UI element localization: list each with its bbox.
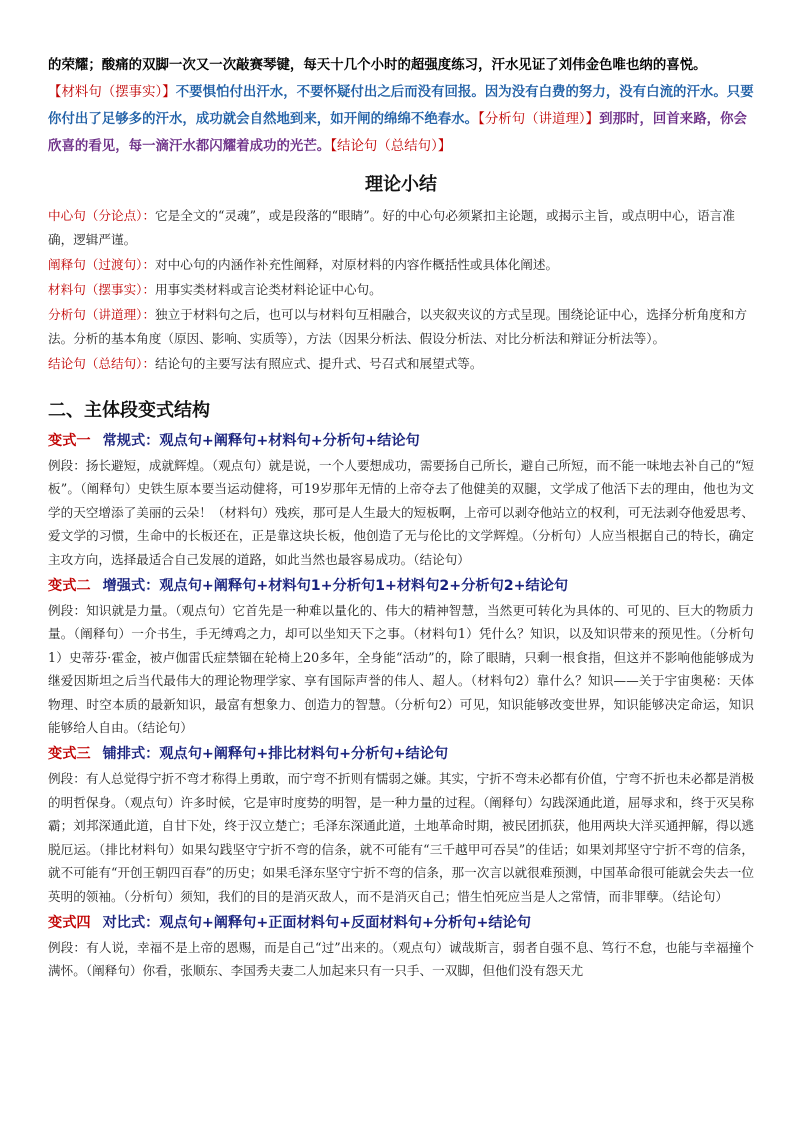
material-label: 【材料句（摆事实）】: [48, 85, 176, 100]
variant-example: 例段：知识就是力量。（观点句）它首先是一种难以量化的、伟大的精神智慧，当然更可转化为具体的、可见的、巨大的物质力量。（阐释句）一介书生，手无缚鸡之力，却可以坐知天下之事。（材料句1）凭什么？知识，以及知识带来的预见性。（分析句1）史蒂芬·霍金，被卢伽雷氏症禁锢在轮椅上20多年，全身能“活动”的，除了眼睛，只剩一根食指，但这并不影响他能够成为继爱因斯坦之后当代最伟大的理论物理学家、享有国际声誉的伟人、超人。（材料句2）靠什么？知识——关于宇宙奥秘：天体物理、时空本质的最新知识，最富有想象力、创造力的智慧。（分析句2）可见，知识能够改变世界，知识能够决定命运，知识能够给人自由。（结论句）: [48, 603, 754, 736]
summary-item: [48, 352, 754, 376]
variant-name: 变式三: [48, 746, 91, 763]
summary-item-label: 结论句（总结句）：: [48, 356, 156, 371]
section-heading: 二、主体段变式结构: [48, 400, 210, 421]
variant-structure: 常规式：观点句+阐释句+材料句+分析句+结论句: [102, 433, 420, 449]
summary-item: [48, 204, 754, 252]
variant-block: [48, 573, 754, 739]
analysis-label: 【分析句（讲道理）】: [478, 112, 600, 127]
summary-item-label: 中心句（分论点）：: [48, 208, 156, 223]
variant-block: [48, 741, 754, 907]
intro-paragraph: [48, 52, 754, 160]
summary-item: [48, 278, 754, 302]
intro-blue-text: 不要惧怕付出汗水，不要怀疑付出之后而没有回报。因为没有白费的努力，没有白流的汗水。只要你付出了足够多的汗水，成功就会自然地到来，如开闸的绵绵不绝春水。: [48, 85, 754, 127]
variant-heading: [48, 428, 754, 454]
variant-block: [48, 428, 754, 571]
variant-name: 变式二: [48, 578, 91, 595]
variant-block: [48, 910, 754, 983]
summary-item: [48, 253, 754, 277]
conclusion-label: 【结论句（总结句）】: [330, 139, 452, 154]
variant-structure: 铺排式：观点句+阐释句+排比材料句+分析句+结论句: [102, 746, 449, 763]
summary-item-text: 独立于材料句之后，也可以与材料句互相融合，以夹叙夹议的方式呈现。围绕论证中心，选择分析角度和方法。分析的基本角度（原因、影响、实质等），方法（因果分析法、假设分析法、对比分析法和辩证分析法等）。: [48, 307, 747, 346]
variant-structure: 增强式：观点句+阐释句+材料句1+分析句1+材料句2+分析句2+结论句: [102, 578, 569, 595]
variant-name: 变式四: [48, 914, 91, 931]
summary-item-label: 阐释句（过渡句）：: [48, 257, 156, 272]
variant-structure: 对比式：观点句+阐释句+正面材料句+反面材料句+分析句+结论句: [102, 914, 531, 931]
summary-list: [48, 204, 754, 376]
summary-item-label: 材料句（摆事实）：: [48, 282, 156, 297]
intro-purple-text: 到那时，回首来路，你会欣喜的看见，每一滴汗水都闪耀着成功的光芒。: [48, 112, 747, 154]
variant-example: 例段：有人总觉得宁折不弯才称得上勇敢，而宁弯不折则有懦弱之嫌。其实，宁折不弯未必都有价值，宁弯不折也未必都是消极的明哲保身。（观点句）许多时候，它是审时度势的明智，是一种力量的过程。（阐释句）勾践深通此道，屈辱求和，终于灭吴称霸；刘邦深通此道，自甘下处，终于汉立楚亡；毛泽东深通此道，土地革命时期，被民团抓获，他用两块大洋买通押解，得以逃脱厄运。（排比材料句）如果勾践坚守宁折不弯的信条，就不可能有“三千越甲可吞吴”的佳话；如果刘邦坚守宁折不弯的信条，就不可能有“开创王朝四百春”的历史；如果毛泽东坚守宁折不弯的信条，那一次言以就很难预测，中国革命很可能就会失去一位英明的领袖。（分析句）须知，我们的目的是消灭敌人，而不是消灭自己；惜生怕死应当是人之常情，而非罪孽。（结论句）: [48, 771, 754, 904]
summary-item-label: 分析句（讲道理）：: [48, 307, 156, 322]
intro-line: 的荣耀；酸痛的双脚一次又一次敲赛琴键，每天十几个小时的超强度练习，汗水见证了刘伟金色唯也纳的喜悦。: [48, 58, 707, 73]
variant-heading: [48, 910, 754, 936]
variant-example: 例段：扬长避短，成就辉煌。（观点句）就是说，一个人要想成功，需要扬自己所长，避自己所短，而不能一味地去补自己的“短板”。（阐释句）史铁生原本要当运动健将，可19岁那年无情的上帝夺去了他健美的双腿，文学成了他活下去的理由，他也为文学的天空增添了美丽的云朵！（材料句）残疾，那可是人生最大的短板啊，上帝可以剥夺他站立的权利，可无法剥夺他爱思考、爱文学的习惯，生命中的长板还在，正是靠这块长板，他创造了无与伦比的文学辉煌。（分析句）人应当根据自己的特长，确定主攻方向，选择最适合自己发展的道路，如此当然也最容易成功。（结论句）: [48, 458, 754, 567]
summary-title: 理论小结: [365, 174, 437, 195]
variant-heading: [48, 741, 754, 767]
variant-example: 例段：有人说，幸福不是上帝的恩赐，而是自己“过”出来的。（观点句）诚哉斯言，弱者自强不息、笃行不怠，也能与幸福撞个满怀。（阐释句）你看，张顺东、李国秀夫妻二人加起来只有一只手、一双脚，但他们没有怨天尤: [48, 939, 754, 979]
variant-name: 变式一: [48, 433, 91, 449]
document-page: [48, 52, 754, 983]
variant-heading: [48, 573, 754, 599]
summary-item-text: 对中心句的内涵作补充性阐释，对原材料的内容作概括性或具体化阐述。: [155, 257, 559, 272]
summary-item-text: 结论句的主要写法有照应式、提升式、号召式和展望式等。: [155, 356, 483, 371]
summary-item: [48, 303, 754, 351]
summary-item-text: 它是全文的“灵魂”，或是段落的“眼睛”。好的中心句必须紧扣主论题，或揭示主旨，或点明中心，语言准确，逻辑严谨。: [48, 208, 735, 247]
summary-item-text: 用事实类材料或言论类材料论证中心句。: [155, 282, 382, 297]
